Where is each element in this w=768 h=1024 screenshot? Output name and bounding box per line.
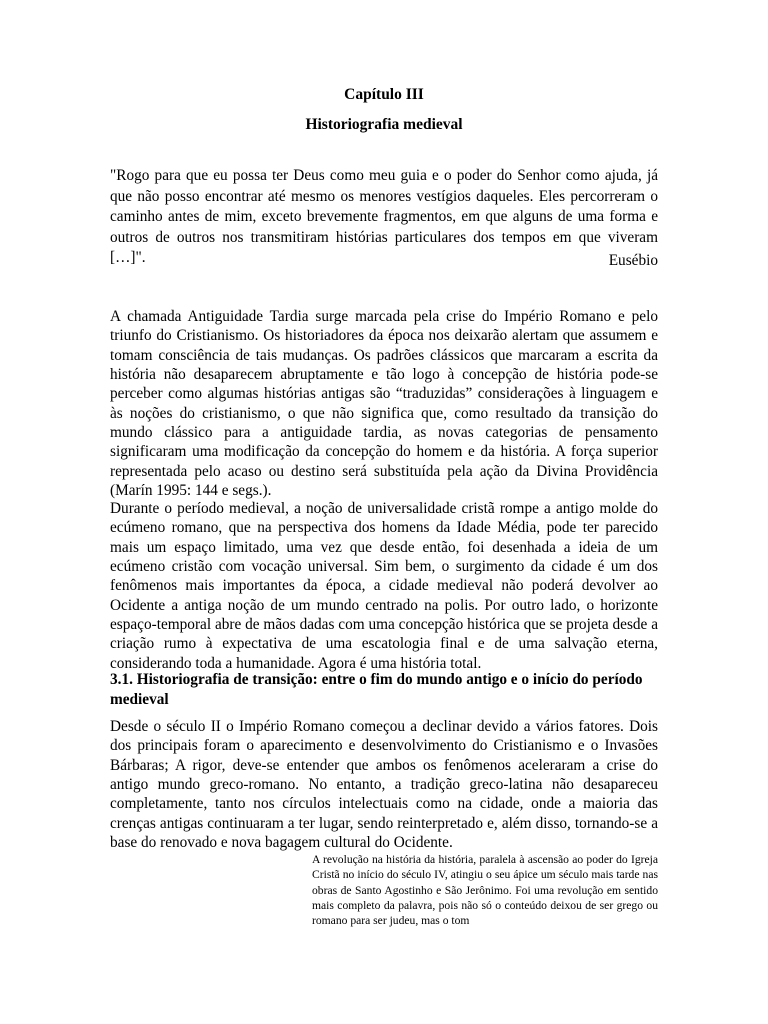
sidebar-quote: A revolução na história da história, paralela à ascensão ao poder do Igreja Cristã no início do século IV, atingiu o seu ápice um século mais tarde nas obras de Santo Agostinho e São Jerônimo. Foi uma revolução em sentido mais completo da palavra, pois não só o conteúdo deixou de ser grego ou romano para ser judeu, mas o tom [312, 853, 658, 928]
chapter-title: Historiografia medieval [305, 116, 463, 133]
epigraph-author: Eusébio [608, 252, 658, 269]
paragraph-periodo-medieval: Durante o período medieval, a noção de universalidade cristã rompe a antigo molde do ecúmeno romano, que na perspectiva dos homens da Idade Média, pode ter parecido mais um espaço limitado, uma vez que desde então, foi desenhada a ideia de um ecúmeno cristão com vocação universal. Sim bem, o surgimento da cidade é um dos fenômenos mais importantes da época, a cidade medieval não poderá devolver ao Ocidente a antiga noção de um mundo centrado na polis. Por outro lado, o horizonte espaço-temporal abre de mãos dadas com uma concepção histórica que se projeta desde a criação rumo à expectativa de uma escatologia final e de uma salvação eterna, considerando toda a humanidade. Agora é uma história total. [110, 500, 658, 672]
paragraph-imperio-romano: Desde o século II o Império Romano começou a declinar devido a vários fatores. Dois dos principais foram o aparecimento e desenvolvimento do Cristianismo e o Invasões Bárbaras; A rigor, deve-se entender que ambos os fenômenos aceleraram a crise do antigo mundo greco-romano. No entanto, a tradição greco-latina não desapareceu completamente, tanto nos círculos intelectuais como na cidade, onde a maioria das crenças antigas continuaram a ter lugar, sendo reinterpretado e, além disso, tornando-se a base do renovado e nova bagagem cultural do Ocidente. [110, 718, 658, 852]
epigraph-quote: "Rogo para que eu possa ter Deus como meu guia e o poder do Senhor como ajuda, já que não posso encontrar até mesmo os menores vestígios daqueles. Eles percorreram o caminho antes de mim, exceto brevemente fragmentos, em que alguns de uma forma e outros de outros nos transmitiram histórias particulares dos tempos em que viveram […]". [110, 167, 658, 267]
chapter-number: Capítulo III [344, 86, 424, 103]
paragraph-antiguidade-tardia: A chamada Antiguidade Tardia surge marcada pela crise do Império Romano e pelo triunfo do Cristianismo. Os historiadores da época nos deixarão alertam que assumem e tomam consciência de tais mudanças. Os padrões clássicos que marcaram a escrita da história não desaparecem abruptamente e tão logo à concepção de história pode-se perceber como algumas histórias antigas são “traduzidas” considerações à linguagem e às noções do cristianismo, o que não significa que, como resultado da transição do mundo clássico para a antiguidade tardia, as novas categorias de pensamento significaram uma modificação da concepção do homem e da história. A força superior representada pelo acaso ou destino será substituída pela ação da Divina Providência (Marín 1995: 144 e segs.). [110, 308, 658, 500]
section-heading: 3.1. Historiografia de transição: entre o fim do mundo antigo e o início do período medieval [110, 671, 643, 708]
